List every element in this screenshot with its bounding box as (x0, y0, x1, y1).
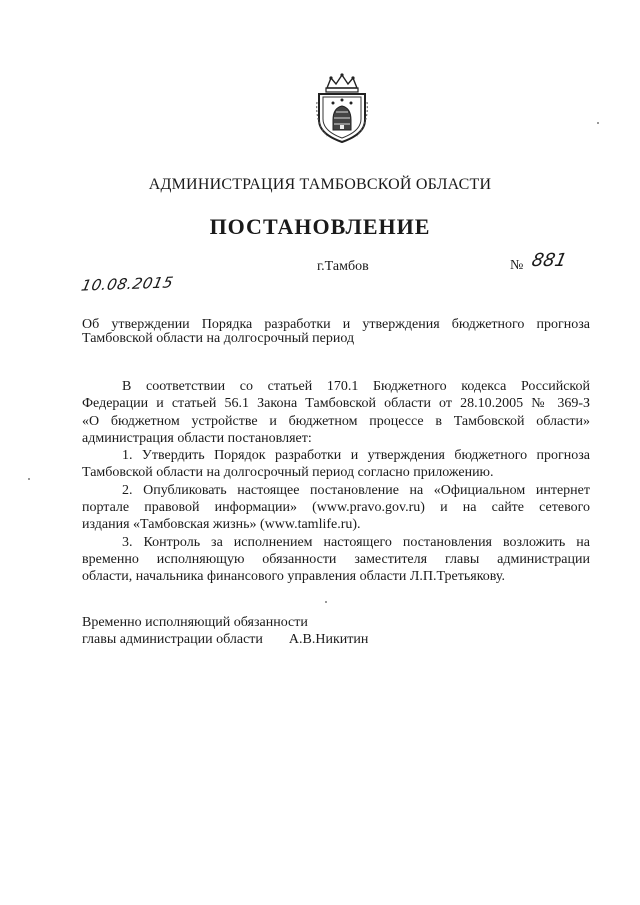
text-line: 3. Контроль за исполнением настоящего постановления возложить на (122, 534, 590, 550)
document-number-handwritten: 881 (529, 250, 569, 271)
text-line: В соответствии со статьей 170.1 Бюджетного кодекса Российской (122, 379, 590, 394)
item-1-paragraph (82, 447, 590, 482)
text-line: издания «Тамбовская жизнь» (www.tamlife.ru). (82, 517, 361, 533)
subject-line-1: Об утверждении Порядка разработки и утверждения бюджетного прогноза (82, 317, 590, 332)
signature-line-1: Временно исполняющий обязанности (82, 615, 308, 630)
scan-speck (325, 601, 327, 603)
intro-paragraph (82, 378, 590, 447)
city-label: г.Тамбов (317, 259, 369, 274)
signature-line-2 (82, 631, 368, 648)
text-line: администрация области постановляет: (82, 430, 312, 446)
organization-title: АДМИНИСТРАЦИЯ ТАМБОВСКОЙ ОБЛАСТИ (148, 176, 492, 193)
text-line: Федерации и статьей 56.1 Закона Тамбовской области от 28.10.2005 № 369-З (82, 396, 590, 412)
document-subject (82, 318, 590, 346)
document-type-title: ПОСТАНОВЛЕНИЕ (209, 214, 431, 239)
subject-line-2: Тамбовской области на долгосрочный период (82, 331, 355, 346)
document-body (82, 378, 590, 586)
text-line: портале правовой информации» (www.pravo.gov.ru) и на сайте сетевого (82, 500, 590, 516)
text-line: временно исполняющую обязанности заместителя главы администрации (82, 551, 590, 567)
scan-speck (28, 478, 30, 480)
signer-name: А.В.Никитин (288, 632, 369, 647)
text-line: Тамбовской области на долгосрочный период согласно приложению. (82, 465, 494, 481)
document-date-handwritten: 10.08.2015 (79, 273, 176, 295)
text-line: «О бюджетном устройстве и бюджетном процессе в Тамбовской области» (82, 413, 590, 429)
text-line: 2. Опубликовать настоящее постановление на «Официальном интернет (122, 482, 590, 498)
document-number-label: № (510, 258, 524, 273)
coat-of-arms-icon (313, 72, 371, 144)
text-line: области, начальника финансового управления области Л.П.Третьякову. (82, 569, 506, 585)
scan-speck (597, 122, 599, 124)
signature-block (82, 614, 368, 648)
signer-position: главы администрации области (82, 632, 263, 647)
item-3-paragraph (82, 534, 590, 586)
text-line: 1. Утвердить Порядок разработки и утверждения бюджетного прогноза (122, 448, 590, 464)
item-2-paragraph (82, 482, 590, 534)
